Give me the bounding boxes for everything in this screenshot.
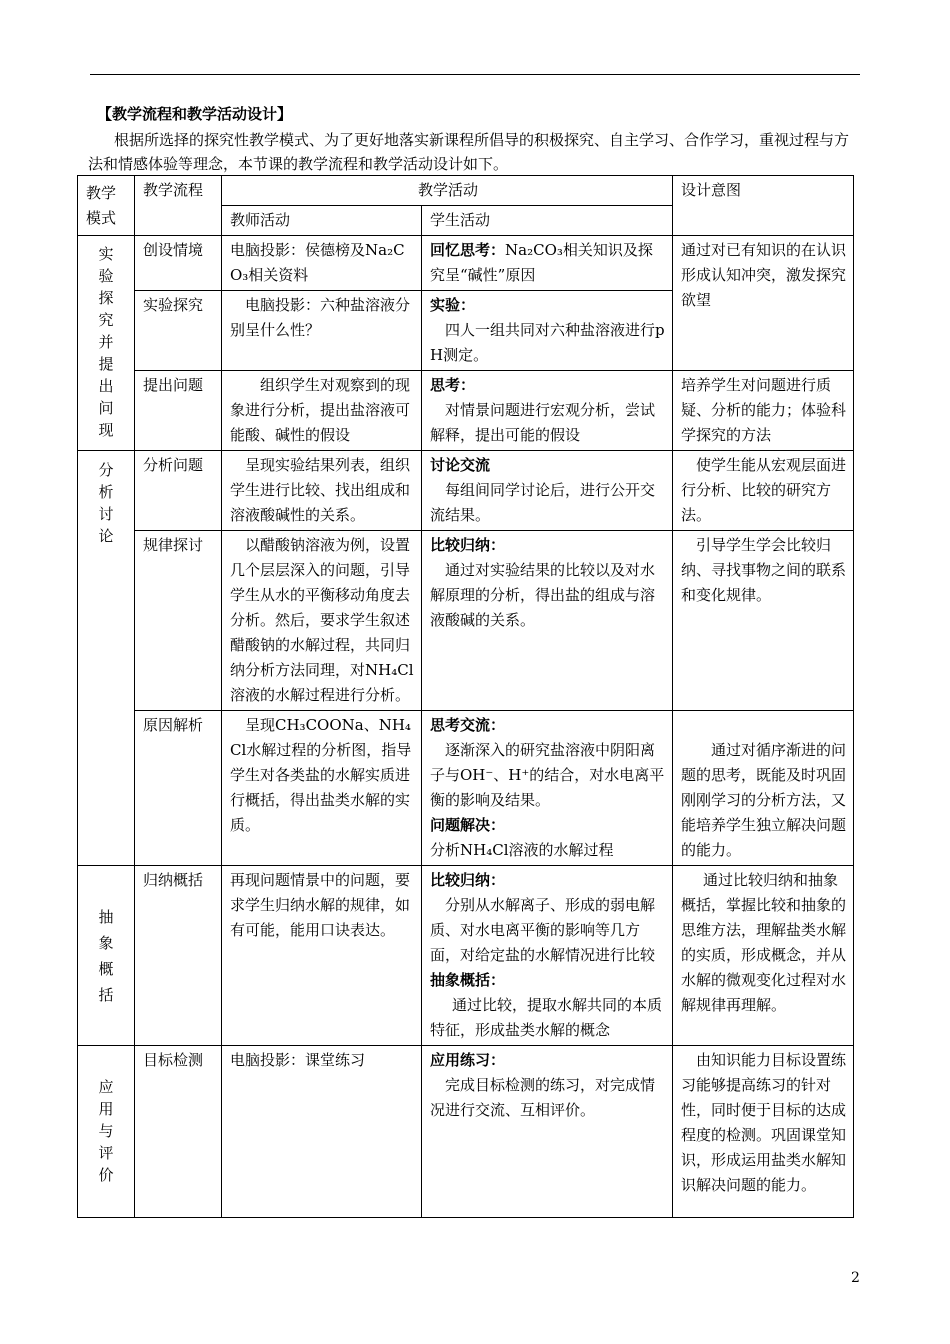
student-label: 回忆思考： (430, 241, 506, 259)
design-cell: 引导学生学会比较归纳、寻找事物之间的联系和变化规律。 (673, 531, 854, 711)
design-cell: 培养学生对问题进行质疑、分析的能力；体验科学探究的方法 (673, 371, 854, 451)
student-cell (422, 236, 673, 291)
teacher-cell: 呈现CH₃COONa、NH₄Cl水解过程的分析图，指导学生对各类盐的水解实质进行概括，得出盐类水解的实质。 (222, 711, 422, 866)
table-row (78, 371, 854, 451)
design-cell: 通过对循序渐进的问题的思考，既能及时巩固刚刚学习的分析方法，又能培养学生独立解决问题的能力。 (673, 711, 854, 866)
flow-cell: 目标检测 (135, 1046, 222, 1218)
student-label: 实验： (430, 296, 476, 314)
student-label-2: 问题解决： (430, 816, 506, 834)
student-text: 通过对实验结果的比较以及对水解原理的分析，得出盐的组成与溶液酸碱的关系。 (430, 561, 656, 629)
mode-label: 分析讨论 (98, 461, 114, 545)
student-text: 四人一组共同对六种盐溶液进行pH测定。 (430, 321, 665, 364)
design-cell: 由知识能力目标设置练习能够提高练习的针对性，同时便于目标的达成程度的检测。巩固课堂知识，形成运用盐类水解知识解决问题的能力。 (673, 1046, 854, 1218)
design-cell: 通过对已有知识的在认识形成认知冲突，激发探究欲望 (673, 236, 854, 371)
header-mode: 教学模式 (78, 176, 135, 236)
student-cell (422, 451, 673, 531)
student-text-2: 分析NH₄Cl溶液的水解过程 (430, 841, 614, 859)
teacher-cell: 电脑投影：课堂练习 (222, 1046, 422, 1218)
student-text: 每组间同学讨论后，进行公开交流结果。 (430, 481, 656, 524)
student-cell (422, 371, 673, 451)
teacher-cell: 以醋酸钠溶液为例，设置几个层层深入的问题，引导学生从水的平衡移动角度去分析。然后，要求学生叙述醋酸钠的水解过程，共同归纳分析方法同理，对NH₄Cl溶液的水解过程进行分析。 (222, 531, 422, 711)
header-rule (90, 74, 860, 75)
mode-label: 应用与评价 (98, 1077, 114, 1184)
design-cell: 使学生能从宏观层面进行分析、比较的研究方法。 (673, 451, 854, 531)
table-row (78, 866, 854, 1046)
flow-cell: 实验探究 (135, 291, 222, 371)
header-teacher: 教师活动 (222, 206, 422, 236)
header-activity: 教学活动 (222, 176, 673, 206)
student-label: 应用练习： (430, 1051, 506, 1069)
student-cell (422, 531, 673, 711)
mode-cell (78, 1046, 135, 1218)
student-cell (422, 1046, 673, 1218)
design-cell: 通过比较归纳和抽象概括，掌握比较和抽象的思维方法，理解盐类水解的实质，形成概念，并从水解的微观变化过程对水解规律再理解。 (673, 866, 854, 1046)
mode-cell (78, 451, 135, 866)
table-row (78, 236, 854, 291)
table-row (78, 1046, 854, 1218)
mode-label: 实验探究并提出问现 (98, 245, 114, 439)
teacher-cell: 电脑投影：六种盐溶液分别呈什么性？ (222, 291, 422, 371)
student-cell (422, 866, 673, 1046)
student-text: 完成目标检测的练习，对完成情况进行交流、互相评价。 (430, 1076, 656, 1119)
table-row (78, 711, 854, 866)
header-flow: 教学流程 (135, 176, 222, 236)
student-text-2: 通过比较，提取水解共同的本质特征，形成盐类水解的概念 (430, 996, 663, 1039)
table-row (78, 531, 854, 711)
teacher-cell: 再现问题情景中的问题，要求学生归纳水解的规律，如有可能，能用口诀表达。 (222, 866, 422, 1046)
teacher-cell: 组织学生对观察到的现象进行分析，提出盐溶液可能酸、碱性的假设 (222, 371, 422, 451)
flow-cell: 规律探讨 (135, 531, 222, 711)
student-text: 逐渐深入的研究盐溶液中阴阳离子与OH⁻、H⁺的结合，对水电离平衡的影响及结果。 (430, 741, 665, 809)
flow-cell: 归纳概括 (135, 866, 222, 1046)
student-label-2: 抽象概括： (430, 971, 506, 989)
table-row (78, 451, 854, 531)
page-number: 2 (851, 1270, 860, 1286)
student-text: 分别从水解离子、形成的弱电解质、对水电离平衡的影响等几方面，对给定盐的水解情况进行比较 (430, 896, 656, 964)
student-label: 比较归纳： (430, 871, 506, 889)
header-design: 设计意图 (673, 176, 854, 236)
teacher-cell: 电脑投影：侯德榜及Na₂CO₃相关资料 (222, 236, 422, 291)
flow-cell: 原因解析 (135, 711, 222, 866)
student-text: 对情景问题进行宏观分析，尝试解释，提出可能的假设 (430, 401, 656, 444)
teacher-cell: 呈现实验结果列表，组织学生进行比较、找出组成和溶液酸碱性的关系。 (222, 451, 422, 531)
flow-cell: 创设情境 (135, 236, 222, 291)
student-label: 讨论交流 (430, 456, 491, 474)
header-student: 学生活动 (422, 206, 673, 236)
intro-paragraph: 根据所选择的探究性教学模式、为了更好地落实新课程所倡导的积极探究、自主学习、合作学习，重视过程与方法和情感体验等理念，本节课的教学流程和教学活动设计如下。 (88, 131, 850, 173)
flow-cell: 提出问题 (135, 371, 222, 451)
mode-cell (78, 236, 135, 451)
student-label: 比较归纳： (430, 536, 506, 554)
student-cell (422, 291, 673, 371)
student-cell (422, 711, 673, 866)
flow-cell: 分析问题 (135, 451, 222, 531)
student-label: 思考： (430, 376, 476, 394)
student-text: Na₂CO₃相关知识及探究呈“碱性”原因 (430, 241, 653, 284)
teaching-flow-table (77, 175, 854, 1218)
section-heading: 【教学流程和教学活动设计】 (97, 105, 293, 123)
table-header-row (78, 176, 854, 206)
student-label: 思考交流： (430, 716, 506, 734)
mode-cell (78, 866, 135, 1046)
mode-label: 抽象概括 (98, 907, 114, 1004)
